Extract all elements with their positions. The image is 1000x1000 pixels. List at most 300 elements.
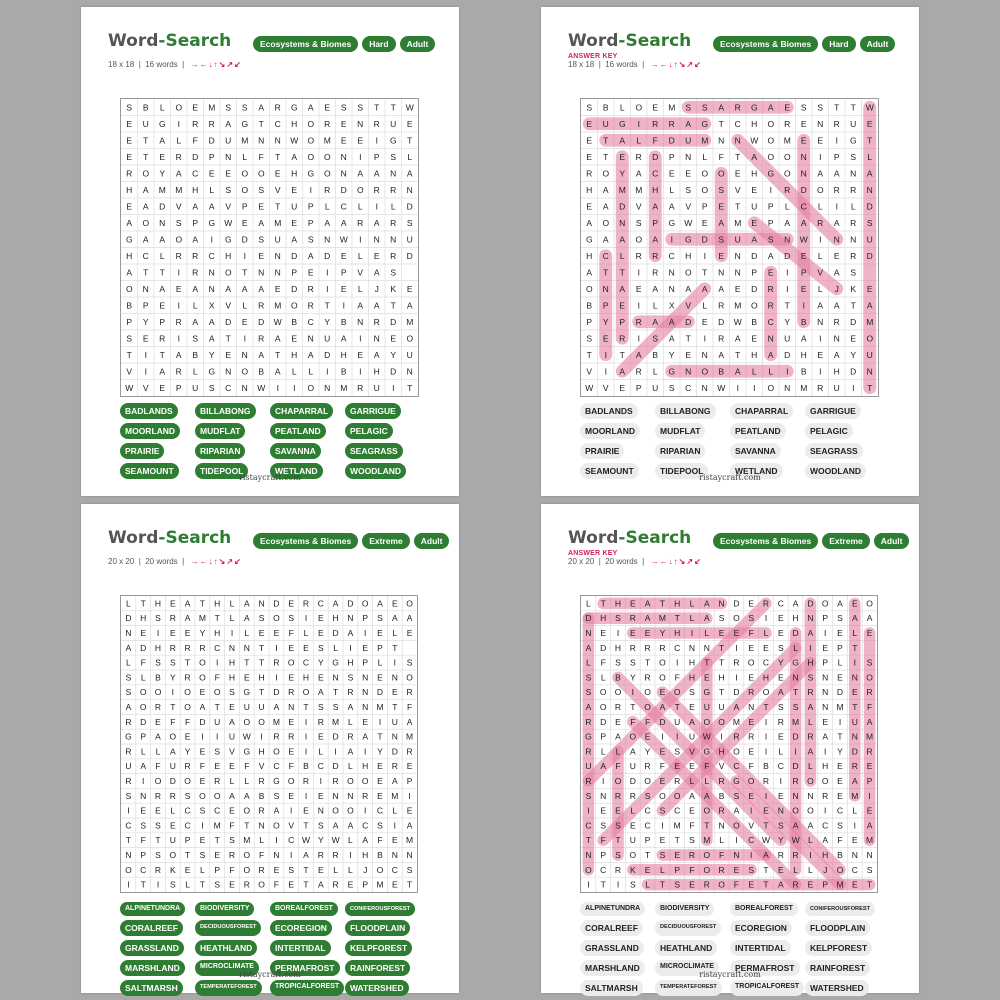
grid-letter: U xyxy=(169,761,176,772)
grid-letter: I xyxy=(735,672,738,683)
grid-letter: E xyxy=(199,687,206,698)
grid-letter: A xyxy=(241,283,248,294)
grid-letter: E xyxy=(644,731,651,742)
difficulty-badge: Hard xyxy=(362,36,395,52)
grid-letter: A xyxy=(602,234,609,245)
grid-letter: E xyxy=(777,613,784,624)
grid-letter: O xyxy=(644,687,651,698)
grid-letter: O xyxy=(307,151,315,162)
grid-letter: D xyxy=(792,731,799,742)
grid-letter: E xyxy=(817,349,824,360)
grid-letter: J xyxy=(374,283,379,294)
grid-letter: S xyxy=(629,657,636,668)
grid-letter: B xyxy=(340,316,347,327)
word-chip: BIODIVERSITY xyxy=(195,902,254,916)
grid-letter: C xyxy=(317,761,324,772)
grid-letter: L xyxy=(689,598,695,609)
grid-letter: R xyxy=(585,746,592,757)
grid-letter: R xyxy=(175,151,182,162)
grid-letter: F xyxy=(155,761,161,772)
grid-letter: R xyxy=(154,864,162,875)
grid-letter: E xyxy=(288,598,295,609)
grid-letter: P xyxy=(142,300,149,311)
grid-letter: S xyxy=(199,805,206,816)
grid-letter: F xyxy=(600,657,606,668)
grid-letter: P xyxy=(406,776,413,786)
grid-letter: T xyxy=(630,702,636,712)
grid-letter: Y xyxy=(850,349,857,360)
grid-letter: I xyxy=(260,731,263,742)
grid-letter: A xyxy=(703,598,710,609)
grid-letter: H xyxy=(258,672,265,683)
grid-letter: I xyxy=(375,201,378,212)
grid-letter: N xyxy=(373,333,380,344)
grid-letter: N xyxy=(357,118,364,129)
grid-letter: S xyxy=(125,790,132,801)
grid-letter: I xyxy=(670,234,673,245)
grid-letter: L xyxy=(784,201,790,212)
grid-letter: F xyxy=(652,135,658,146)
word-chip: PRAIRIE xyxy=(120,443,164,459)
grid-letter: A xyxy=(817,300,824,311)
grid-letter: E xyxy=(288,716,295,727)
grid-letter: O xyxy=(347,805,354,816)
grid-letter: A xyxy=(635,168,642,179)
grid-letter: E xyxy=(718,250,725,261)
grid-letter: S xyxy=(659,805,666,816)
grid-letter: S xyxy=(615,657,621,668)
grid-letter: O xyxy=(629,850,637,860)
grid-letter: R xyxy=(652,118,659,129)
grid-letter: I xyxy=(764,746,768,757)
grid-letter: S xyxy=(800,102,807,113)
grid-letter: N xyxy=(668,267,675,278)
grid-letter: A xyxy=(307,250,314,261)
grid-letter: L xyxy=(229,613,235,624)
grid-letter: A xyxy=(767,349,774,360)
grid-letter: O xyxy=(154,687,162,698)
grid-letter: V xyxy=(635,201,642,212)
grid-letter: A xyxy=(619,366,626,377)
grid-letter: U xyxy=(228,731,236,742)
grid-letter: L xyxy=(702,151,708,162)
grid-letter: A xyxy=(652,201,659,212)
grid-letter: I xyxy=(750,805,753,816)
grid-letter: E xyxy=(377,790,383,801)
grid-letter: D xyxy=(291,250,298,261)
grid-letter: F xyxy=(192,135,198,146)
grid-letter: R xyxy=(851,761,858,772)
grid-letter: R xyxy=(357,382,364,393)
grid-letter: E xyxy=(273,864,280,875)
audience-badge: Adult xyxy=(860,36,896,52)
grid-letter: L xyxy=(244,776,250,786)
grid-letter: U xyxy=(784,333,791,344)
grid-letter: R xyxy=(748,731,755,742)
grid-letter: E xyxy=(391,687,398,698)
grid-letter: U xyxy=(373,382,380,393)
grid-letter: E xyxy=(377,672,383,683)
grid-letter: H xyxy=(600,613,607,624)
grid-letter: S xyxy=(866,864,873,875)
grid-letter: S xyxy=(390,151,397,162)
category-badge: Ecosystems & Biomes xyxy=(713,533,818,549)
grid-letter: A xyxy=(668,333,675,344)
grid-letter: H xyxy=(228,672,236,683)
grid-letter: A xyxy=(340,333,347,344)
grid-letter: V xyxy=(689,746,695,757)
grid-letter: C xyxy=(142,250,149,261)
grid-letter: S xyxy=(140,820,147,831)
grid-letter: E xyxy=(126,151,133,162)
grid-letter: R xyxy=(668,118,675,129)
grid-letter: E xyxy=(748,672,755,683)
grid-letter: I xyxy=(319,776,322,786)
grid-letter: I xyxy=(809,850,812,860)
grid-letter: C xyxy=(273,761,280,772)
badge-row xyxy=(253,533,449,549)
grid-letter: I xyxy=(676,731,679,742)
grid-letter: H xyxy=(225,250,232,261)
grid-letter: I xyxy=(230,628,234,638)
grid-letter: A xyxy=(866,168,873,179)
grid-letter: D xyxy=(390,366,397,377)
grid-letter: I xyxy=(835,135,838,146)
grid-letter: O xyxy=(701,168,709,179)
grid-letter: M xyxy=(243,835,251,846)
grid-letter: I xyxy=(216,731,219,742)
grid-letter: A xyxy=(586,267,593,278)
grid-letter: S xyxy=(689,835,695,846)
grid-letter: N xyxy=(357,316,364,327)
grid-svg xyxy=(581,99,878,396)
grid-letter: N xyxy=(619,217,626,228)
grid-letter: W xyxy=(224,217,233,228)
grid-letter: A xyxy=(600,761,607,772)
grid-letter: E xyxy=(406,283,413,294)
grid-letter: R xyxy=(635,151,642,162)
grid-letter: I xyxy=(359,333,362,344)
grid-letter: R xyxy=(718,864,725,875)
grid-letter: G xyxy=(290,102,298,113)
grid-letter: E xyxy=(635,283,642,294)
grid-letter: L xyxy=(652,300,658,311)
grid-letter: O xyxy=(703,850,711,860)
grid-letter: A xyxy=(718,102,725,113)
grid-letter: I xyxy=(736,382,739,393)
grid-letter: A xyxy=(377,598,383,609)
grid-letter: S xyxy=(390,267,397,278)
grid-letter: E xyxy=(291,184,298,195)
word-chip: MUDFLAT xyxy=(655,423,705,439)
grid-letter: N xyxy=(701,382,708,393)
word-chip: BOREALFOREST xyxy=(730,902,798,916)
grid-letter: W xyxy=(125,382,134,393)
grid-letter: A xyxy=(274,366,281,377)
grid-letter: S xyxy=(317,820,324,831)
answer-key-label: ANSWER KEY xyxy=(568,550,618,557)
grid-letter: U xyxy=(324,333,331,344)
word-chip: CORALREEF xyxy=(580,920,643,936)
grid-letter: A xyxy=(155,731,161,742)
grid-letter: T xyxy=(674,835,680,846)
grid-letter: I xyxy=(637,300,640,311)
grid-letter: N xyxy=(307,333,314,344)
grid-letter: R xyxy=(258,300,265,311)
grid-letter: L xyxy=(357,283,363,294)
grid-letter: S xyxy=(199,850,206,860)
letter-grid-answers xyxy=(580,98,879,397)
grid-letter: K xyxy=(629,864,636,875)
grid-letter: D xyxy=(600,716,607,727)
grid-letter: L xyxy=(867,151,873,162)
grid-letter: S xyxy=(155,657,161,668)
grid-letter: V xyxy=(602,382,609,393)
grid-letter: O xyxy=(635,102,643,113)
grid-letter: R xyxy=(184,761,191,772)
grid-letter: A xyxy=(767,250,774,261)
grid-letter: I xyxy=(293,382,296,393)
grid-letter: R xyxy=(635,316,642,327)
grid-letter: A xyxy=(585,642,592,653)
grid-letter: I xyxy=(835,201,838,212)
grid-letter: E xyxy=(689,702,695,712)
grid-letter: E xyxy=(214,761,221,772)
grid-letter: O xyxy=(184,776,191,786)
grid-letter: E xyxy=(391,598,398,609)
grid-letter: I xyxy=(364,746,367,757)
grid-letter: E xyxy=(733,864,740,875)
grid-letter: O xyxy=(816,184,824,195)
grid-letter: R xyxy=(302,776,310,786)
grid-letter: S xyxy=(615,850,621,860)
grid-letter: N xyxy=(585,628,592,638)
grid-letter: E xyxy=(291,217,298,228)
grid-letter: U xyxy=(688,731,696,742)
grid-letter: S xyxy=(792,702,799,712)
grid-letter: S xyxy=(225,184,232,195)
grid-letter: B xyxy=(377,850,383,860)
grid-letter: A xyxy=(362,731,369,742)
grid-letter: I xyxy=(156,879,160,890)
grid-letter: E xyxy=(159,151,166,162)
grid-letter: S xyxy=(184,790,191,801)
grid-letter: U xyxy=(851,716,858,727)
grid-letter: U xyxy=(258,702,265,712)
grid-letter: A xyxy=(159,283,166,294)
grid-letter: A xyxy=(317,687,324,698)
grid-letter: S xyxy=(674,879,681,890)
word-chip: TIDEPOOL xyxy=(195,463,248,479)
grid-letter: T xyxy=(674,702,680,712)
grid-letter: N xyxy=(274,135,281,146)
grid-letter: U xyxy=(192,382,199,393)
grid-letter: A xyxy=(159,234,166,245)
grid-letter: D xyxy=(784,349,791,360)
grid-letter: T xyxy=(214,613,220,624)
grid-letter: E xyxy=(866,628,873,638)
grid-letter: G xyxy=(618,118,626,129)
grid-letter: I xyxy=(342,300,345,311)
grid-letter: R xyxy=(635,366,642,377)
grid-letter: M xyxy=(792,716,800,727)
grid-letter: A xyxy=(800,333,807,344)
grid-letter: E xyxy=(748,642,755,653)
grid-letter: E xyxy=(184,864,191,875)
grid-letter: L xyxy=(318,746,324,757)
grid-letter: I xyxy=(216,657,219,668)
grid-letter: O xyxy=(332,805,339,816)
word-chip: TIDEPOOL xyxy=(655,463,708,479)
grid-letter: R xyxy=(866,746,873,757)
word-chip: PEATLAND xyxy=(270,423,326,439)
grid-letter: O xyxy=(224,267,232,278)
grid-letter: C xyxy=(644,805,651,816)
grid-letter: L xyxy=(660,864,665,875)
word-chip: WETLAND xyxy=(730,463,783,479)
grid-letter: L xyxy=(689,776,695,786)
grid-letter: S xyxy=(406,864,413,875)
grid-letter: U xyxy=(169,835,176,846)
grid-letter: P xyxy=(208,151,215,162)
grid-letter: S xyxy=(668,382,675,393)
grid-letter: U xyxy=(685,135,692,146)
grid-letter: H xyxy=(258,746,265,757)
grid-letter: O xyxy=(767,382,775,393)
grid-letter: L xyxy=(377,657,383,668)
word-chip: ALPINETUNDRA xyxy=(120,902,185,916)
grid-letter: P xyxy=(767,217,774,228)
grid-letter: L xyxy=(669,184,675,195)
grid-letter: O xyxy=(821,776,829,786)
grid-letter: A xyxy=(175,168,182,179)
grid-letter: T xyxy=(170,702,176,712)
grid-letter: T xyxy=(199,598,206,609)
word-chip: WETLAND xyxy=(270,463,323,479)
grid-letter: O xyxy=(307,118,315,129)
word-chip: TROPICALFOREST xyxy=(730,980,804,996)
grid-letter: A xyxy=(734,366,741,377)
badge-row xyxy=(713,533,909,549)
difficulty-badge: Extreme xyxy=(822,533,870,549)
grid-letter: A xyxy=(833,217,840,228)
grid-letter: E xyxy=(199,746,206,757)
grid-letter: O xyxy=(273,820,280,831)
word-chip: FLOODPLAIN xyxy=(805,920,870,936)
grid-letter: T xyxy=(735,151,741,162)
grid-letter: A xyxy=(619,135,626,146)
grid-letter: T xyxy=(866,879,873,890)
grid-letter: N xyxy=(833,234,840,245)
grid-letter: V xyxy=(748,820,755,831)
grid-letter: I xyxy=(794,746,797,757)
grid-letter: N xyxy=(822,687,829,698)
grid-letter: F xyxy=(704,761,710,772)
grid-letter: O xyxy=(703,805,711,816)
grid-letter: O xyxy=(703,864,711,875)
grid-letter: R xyxy=(850,184,857,195)
grid-letter: T xyxy=(303,879,309,890)
grid-letter: A xyxy=(291,234,298,245)
grid-letter: A xyxy=(833,300,840,311)
grid-letter: U xyxy=(291,201,298,212)
word-chip: GRASSLAND xyxy=(580,940,644,956)
grid-letter: U xyxy=(734,234,741,245)
grid-letter: N xyxy=(362,702,369,712)
grid-letter: H xyxy=(688,657,696,668)
grid-letter: S xyxy=(229,835,235,846)
grid-letter: I xyxy=(838,716,842,727)
site-footer: ristaycraft.com xyxy=(699,473,761,482)
grid-letter: R xyxy=(274,102,281,113)
grid-letter: L xyxy=(303,628,309,638)
grid-letter: S xyxy=(837,820,843,831)
word-chip: SALTMARSH xyxy=(120,980,183,996)
grid-letter: D xyxy=(140,642,147,653)
grid-letter: Y xyxy=(668,349,675,360)
word-list xyxy=(580,902,880,996)
word-chip: HEATHLAND xyxy=(655,940,717,956)
grid-letter: E xyxy=(362,642,369,653)
grid-letter: A xyxy=(347,820,354,831)
word-chip: WATERSHED xyxy=(345,980,409,996)
difficulty-badge: Hard xyxy=(822,36,855,52)
grid-letter: D xyxy=(792,628,799,638)
grid-letter: E xyxy=(214,850,221,860)
grid-letter: F xyxy=(229,820,235,831)
grid-letter: H xyxy=(807,657,814,668)
grid-letter: K xyxy=(850,283,857,294)
grid-letter: I xyxy=(637,333,640,344)
grid-letter: N xyxy=(258,820,265,831)
grid-letter: N xyxy=(373,234,380,245)
grid-letter: N xyxy=(258,598,265,609)
grid-letter: G xyxy=(307,168,315,179)
grid-letter: D xyxy=(685,316,692,327)
grid-letter: O xyxy=(356,184,364,195)
grid-letter: I xyxy=(809,642,812,653)
grid-letter: N xyxy=(228,642,236,653)
grid-letter: I xyxy=(349,642,352,653)
grid-letter: A xyxy=(391,613,398,624)
grid-letter: A xyxy=(208,201,215,212)
grid-letter: S xyxy=(175,217,182,228)
grid-letter: B xyxy=(652,349,659,360)
grid-letter: I xyxy=(275,642,278,653)
grid-letter: Y xyxy=(390,349,397,360)
grid-letter: R xyxy=(718,776,725,786)
grid-letter: C xyxy=(748,835,755,846)
grid-letter: B xyxy=(291,316,298,327)
grid-letter: C xyxy=(674,805,681,816)
grid-letter: T xyxy=(867,135,873,146)
grid-letter: E xyxy=(317,731,324,742)
grid-letter: E xyxy=(317,613,324,624)
grid-letter: E xyxy=(159,300,166,311)
grid-letter: A xyxy=(406,168,413,179)
grid-letter: A xyxy=(332,820,339,831)
grid-letter: A xyxy=(652,316,659,327)
grid-letter: N xyxy=(792,672,799,683)
grid-letter: P xyxy=(635,382,642,393)
grid-letter: O xyxy=(406,598,413,609)
grid-letter: W xyxy=(733,316,742,327)
grid-letter: N xyxy=(822,672,829,683)
grid-letter: D xyxy=(807,598,814,609)
grid-letter: X xyxy=(208,300,215,311)
grid-letter: T xyxy=(407,382,413,393)
grid-letter: S xyxy=(866,657,873,668)
